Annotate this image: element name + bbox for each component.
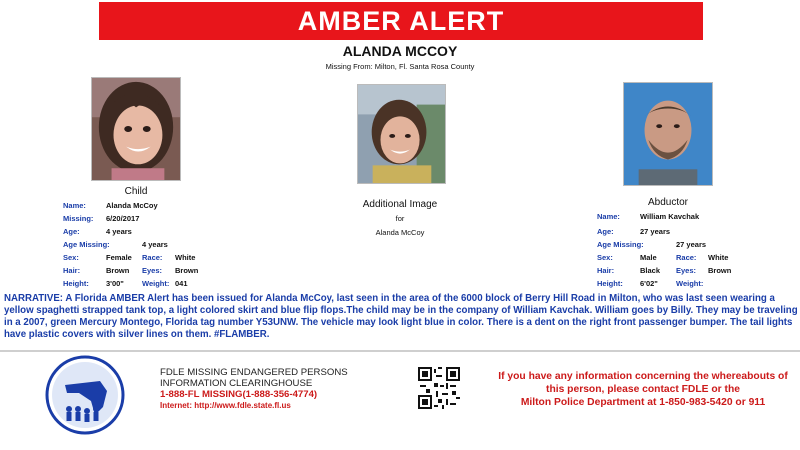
florida-missing-children-logo (45, 355, 125, 435)
abductor-caption: Abductor (647, 197, 689, 208)
qr-code (418, 367, 460, 409)
fdle-org-line1: FDLE MISSING ENDANGERED PERSONS (160, 367, 348, 378)
child-missing-label: Missing: (63, 214, 94, 223)
additional-caption: Additional Image (362, 199, 438, 210)
contact-info (488, 370, 798, 409)
section-divider (0, 350, 800, 352)
abductor-hair-value: Black (640, 266, 661, 275)
fdle-org-line2: INFORMATION CLEARINGHOUSE (160, 378, 313, 389)
child-age-missing-value: 4 years (142, 240, 168, 249)
narrative-label: NARRATIVE: (4, 293, 64, 304)
child-weight-value: 041 (175, 279, 188, 288)
abductor-age-value: 27 years (640, 227, 671, 236)
abductor-hair-label: Hair: (597, 266, 615, 275)
abductor-race-label: Race: (676, 253, 697, 262)
child-hair-label: Hair: (63, 266, 81, 275)
child-height-label: Height: (63, 279, 89, 288)
additional-photo (357, 84, 446, 184)
fdle-clearinghouse-info (160, 367, 348, 411)
amber-alert-banner: AMBER ALERT (99, 2, 703, 40)
abductor-height-value: 6'02" (640, 279, 658, 288)
child-age-value: 4 years (106, 227, 132, 236)
contact-line2: this person, please contact FDLE or the (546, 384, 740, 395)
abductor-sex-label: Sex: (597, 253, 613, 262)
child-eyes-value: Brown (175, 266, 199, 275)
child-name-value: Alanda McCoy (106, 201, 158, 210)
abductor-eyes-label: Eyes: (676, 266, 697, 275)
abductor-name-label: Name: (597, 212, 620, 221)
child-photo (91, 77, 181, 181)
abductor-height-label: Height: (597, 279, 623, 288)
contact-line1: If you have any information concerning the whereabouts of (498, 371, 788, 382)
missing-from-location: Missing From: Milton, Fl. Santa Rosa County (325, 62, 475, 71)
fdle-phone[interactable]: 1-888-FL MISSING(1-888-356-4774) (160, 389, 318, 400)
abductor-race-value: White (708, 253, 729, 262)
abductor-weight-label: Weight: (676, 279, 704, 288)
additional-name: Alanda McCoy (375, 228, 425, 237)
abductor-age-missing-label: Age Missing: (597, 240, 644, 249)
abductor-age-label: Age: (597, 227, 614, 236)
child-race-value: White (175, 253, 196, 262)
child-eyes-label: Eyes: (142, 266, 163, 275)
narrative-text: A Florida AMBER Alert has been issued for Alanda McCoy, last seen in the area of the 6000 block of Berry Hill Road in Milton, who was last seen wearing a yellow spaghetti strapped tank top, a light colored skirt and blue flip flops.The child may be in the company of William Kavchak. William goes by Billy. They may be traveling in a 2007, green Mercury Montego, Florida tag number Y53UNW. The vehicle may look light blue in color. There is a dent on the right front passenger bumper. The tail lights have plastic covers with silver lines on them. #FLAMBER. (4, 293, 798, 341)
contact-line3: Milton Police Department at 1-850-983-5420 or 911 (520, 397, 766, 408)
child-hair-value: Brown (106, 266, 130, 275)
child-age-missing-label: Age Missing: (63, 240, 110, 249)
child-caption: Child (124, 186, 148, 197)
narrative (4, 293, 798, 341)
abductor-eyes-value: Brown (708, 266, 732, 275)
missing-person-name: ALANDA MCCOY (342, 43, 458, 59)
additional-for: for (395, 214, 405, 223)
child-height-value: 3'00" (106, 279, 124, 288)
child-missing-value: 6/20/2017 (106, 214, 140, 223)
child-name-label: Name: (63, 201, 86, 210)
child-weight-label: Weight: (142, 279, 170, 288)
fdle-website-link[interactable]: Internet: http://www.fdle.state.fl.us (160, 401, 291, 410)
abductor-photo (623, 82, 713, 186)
abductor-age-missing-value: 27 years (676, 240, 707, 249)
child-sex-value: Female (106, 253, 132, 262)
abductor-name-value: William Kavchak (640, 212, 700, 221)
child-sex-label: Sex: (63, 253, 79, 262)
child-race-label: Race: (142, 253, 163, 262)
child-age-label: Age: (63, 227, 80, 236)
abductor-sex-value: Male (640, 253, 657, 262)
